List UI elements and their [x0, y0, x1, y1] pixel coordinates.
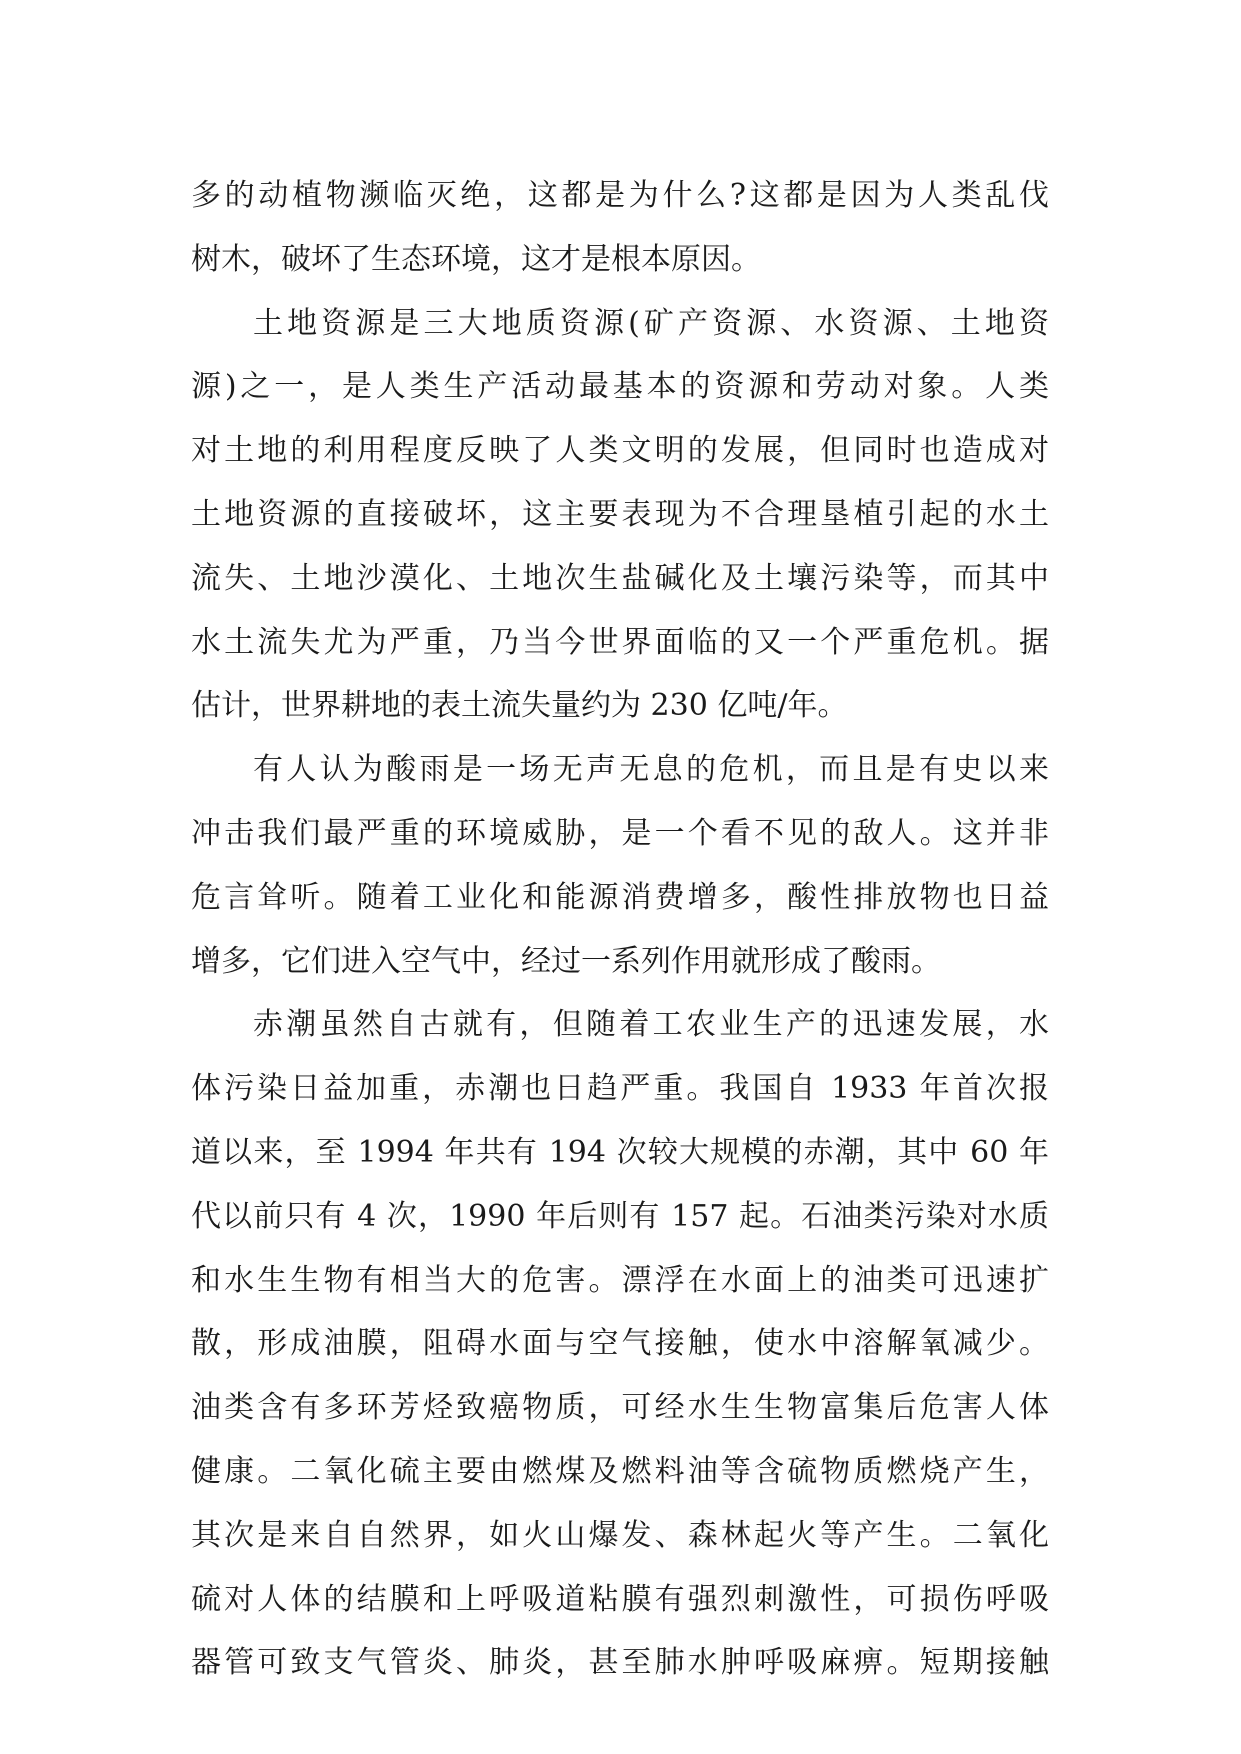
text-line: 估计，世界耕地的表土流失量约为 230 亿吨/年。: [191, 688, 848, 724]
text-line: 器管可致支气管炎、肺炎，甚至肺水肿呼吸麻痹。短期接触: [191, 1645, 1049, 1681]
text-line: 对土地的利用程度反映了人类文明的发展，但同时也造成对: [191, 433, 1049, 469]
text-line: 树木，破坏了生态环境，这才是根本原因。: [191, 241, 761, 277]
text-line: 土地资源是三大地质资源(矿产资源、水资源、土地资: [253, 305, 1049, 341]
text-line: 增多，它们进入空气中，经过一系列作用就形成了酸雨。: [191, 943, 941, 979]
text-line: 硫对人体的结膜和上呼吸道粘膜有强烈刺激性，可损伤呼吸: [191, 1581, 1049, 1617]
text-line: 赤潮虽然自古就有，但随着工农业生产的迅速发展，水: [253, 1007, 1049, 1043]
text-line: 土地资源的直接破坏，这主要表现为不合理垦植引起的水土: [191, 496, 1049, 532]
text-line: 油类含有多环芳烃致癌物质，可经水生生物富集后危害人体: [191, 1390, 1049, 1426]
text-line: 流失、土地沙漠化、土地次生盐碱化及土壤污染等，而其中: [191, 560, 1049, 596]
text-line: 冲击我们最严重的环境威胁，是一个看不见的敌人。这并非: [191, 815, 1049, 851]
text-line: 有人认为酸雨是一场无声无息的危机，而且是有史以来: [253, 752, 1049, 788]
text-line: 道以来，至 1994 年共有 194 次较大规模的赤潮，其中 60 年: [191, 1134, 1049, 1170]
text-line: 水土流失尤为严重，乃当今世界面临的又一个严重危机。据: [191, 624, 1049, 660]
text-line: 代以前只有 4 次，1990 年后则有 157 起。石油类污染对水质: [191, 1198, 1049, 1234]
text-line: 危言耸听。随着工业化和能源消费增多，酸性排放物也日益: [191, 879, 1049, 915]
text-line: 散，形成油膜，阻碍水面与空气接触，使水中溶解氧减少。: [191, 1326, 1049, 1362]
text-line: 多的动植物濒临灭绝，这都是为什么?这都是因为人类乱伐: [191, 178, 1049, 213]
document-body: [191, 164, 1049, 1695]
text-line: 和水生生物有相当大的危害。漂浮在水面上的油类可迅速扩: [191, 1262, 1049, 1298]
text-line: 其次是来自自然界，如火山爆发、森林起火等产生。二氧化: [191, 1517, 1049, 1553]
text-line: 体污染日益加重，赤潮也日趋严重。我国自 1933 年首次报: [191, 1071, 1049, 1107]
text-line: 源)之一，是人类生产活动最基本的资源和劳动对象。人类: [191, 369, 1049, 405]
text-line: 健康。二氧化硫主要由燃煤及燃料油等含硫物质燃烧产生，: [191, 1453, 1049, 1489]
